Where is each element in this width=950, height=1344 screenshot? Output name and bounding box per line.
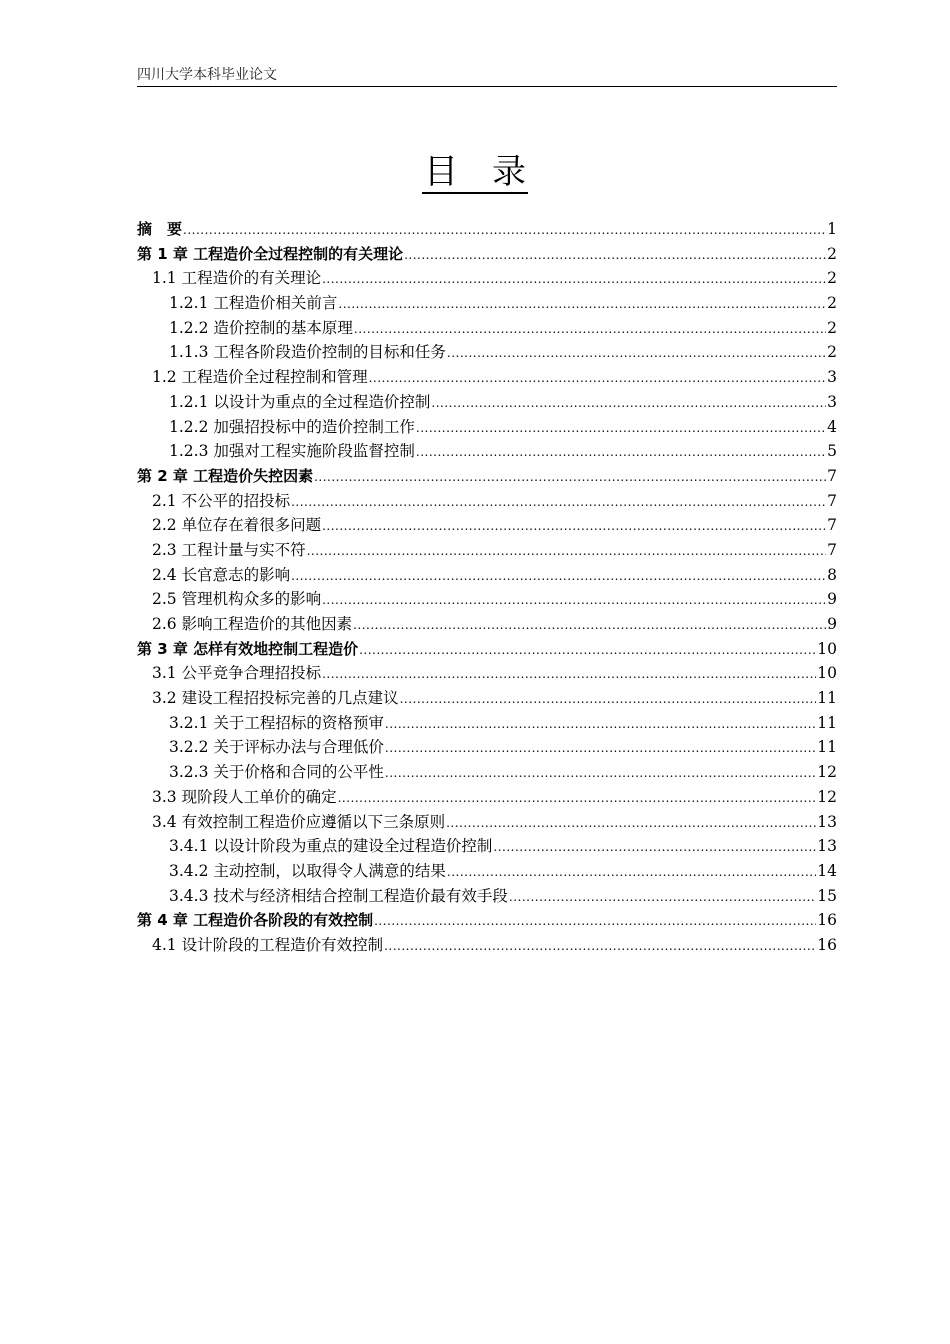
- toc-dot-leader: [338, 786, 817, 811]
- toc-page-number: 7: [827, 466, 837, 485]
- toc-page-number: 16: [817, 911, 837, 930]
- toc-page-number: 2: [827, 244, 837, 263]
- toc-dot-leader: [291, 564, 826, 589]
- toc-dot-leader: [416, 440, 826, 465]
- toc-page-number: 13: [817, 812, 837, 831]
- toc-page-number: 11: [817, 689, 837, 708]
- toc-entry[interactable]: [137, 785, 837, 810]
- toc-dot-leader: [338, 292, 826, 317]
- toc-entry-text: 1.2 工程造价全过程控制和管理: [152, 368, 368, 387]
- toc-dot-leader: [354, 317, 826, 342]
- toc-dot-leader: [404, 243, 826, 268]
- toc-entry-text: 2.5 管理机构众多的影响: [152, 590, 322, 609]
- toc-page-number: 7: [827, 516, 837, 535]
- toc-entry-text: 3.2.2 关于评标办法与合理低价: [169, 738, 384, 757]
- toc-entry-text: 3.2 建设工程招投标完善的几点建议: [152, 689, 399, 708]
- toc-page-number: 9: [827, 615, 837, 633]
- toc-entry-text: 1.1.3 工程各阶段造价控制的目标和任务: [169, 343, 446, 362]
- toc-entry-text: 1.2.3 加强对工程实施阶段监督控制: [169, 442, 415, 461]
- toc-page-number: 14: [817, 861, 837, 880]
- toc-entry[interactable]: [137, 415, 837, 440]
- toc-dot-leader: [322, 514, 826, 539]
- toc-page-number: 8: [827, 565, 837, 584]
- toc-entry[interactable]: [137, 291, 837, 316]
- table-of-contents: [137, 217, 837, 958]
- toc-page-number: 9: [827, 590, 837, 609]
- toc-dot-leader: [416, 416, 826, 441]
- toc-dot-leader: [385, 761, 816, 786]
- toc-dot-leader: [374, 909, 816, 934]
- toc-entry-text: 2.1 不公平的招投标: [152, 491, 291, 510]
- toc-dot-leader: [385, 736, 816, 761]
- toc-page-number: 10: [817, 664, 837, 683]
- toc-entry-text: 3.4.1 以设计阶段为重点的建设全过程造价控制: [169, 837, 493, 856]
- toc-entry[interactable]: [137, 390, 837, 415]
- toc-entry[interactable]: [137, 661, 837, 686]
- toc-entry-text: 第 1 章 工程造价全过程控制的有关理论: [137, 244, 404, 263]
- toc-page-number: 12: [817, 787, 837, 806]
- toc-page-number: 16: [817, 935, 837, 954]
- toc-dot-leader: [447, 341, 826, 366]
- toc-page-number: 3: [827, 392, 837, 411]
- toc-entry[interactable]: [137, 439, 837, 464]
- toc-title: 目 录: [424, 152, 526, 192]
- toc-entry[interactable]: [137, 242, 837, 267]
- toc-dot-leader: [314, 465, 826, 490]
- toc-page-number: 13: [817, 837, 837, 856]
- toc-page-number: 7: [827, 491, 837, 510]
- toc-dot-leader: [509, 885, 816, 910]
- toc-entry[interactable]: [137, 711, 837, 736]
- toc-entry[interactable]: [137, 513, 837, 538]
- toc-entry[interactable]: [137, 217, 837, 242]
- toc-entry-text: 2.6 影响工程造价的其他因素: [152, 615, 353, 633]
- toc-entry[interactable]: [137, 933, 837, 958]
- toc-dot-leader: [359, 638, 816, 663]
- toc-dot-leader: [307, 539, 827, 564]
- toc-page-number: 15: [817, 886, 837, 905]
- toc-entry-text: 3.1 公平竞争合理招投标: [152, 664, 322, 683]
- toc-entry[interactable]: [137, 612, 837, 637]
- toc-entry-text: 1.2.2 加强招投标中的造价控制工作: [169, 417, 415, 436]
- toc-entry[interactable]: [137, 316, 837, 341]
- toc-page-number: 12: [817, 763, 837, 782]
- toc-entry-text: 2.3 工程计量与实不符: [152, 540, 306, 559]
- toc-entry-text: 2.2 单位存在着很多问题: [152, 516, 322, 535]
- toc-entry[interactable]: [137, 908, 837, 933]
- toc-entry[interactable]: [137, 859, 837, 884]
- toc-page-number: 2: [827, 318, 837, 337]
- toc-dot-leader: [291, 490, 826, 515]
- toc-entry[interactable]: [137, 810, 837, 835]
- toc-dot-leader: [431, 391, 826, 416]
- toc-entry-text: 第 2 章 工程造价失控因素: [137, 466, 314, 485]
- toc-dot-leader: [385, 712, 816, 737]
- toc-entry[interactable]: [137, 365, 837, 390]
- toc-page-number: 11: [817, 713, 837, 732]
- toc-entry[interactable]: [137, 340, 837, 365]
- toc-page-number: 4: [827, 417, 837, 436]
- toc-dot-leader: [384, 934, 816, 959]
- toc-dot-leader: [493, 835, 816, 860]
- toc-title-container: [0, 150, 950, 194]
- toc-page-number: 3: [827, 368, 837, 387]
- toc-entry[interactable]: [137, 563, 837, 588]
- toc-page-number: 1: [827, 220, 837, 238]
- toc-entry[interactable]: [137, 834, 837, 859]
- toc-entry-text: 4.1 设计阶段的工程造价有效控制: [152, 935, 384, 954]
- toc-entry-text: 3.2.3 关于价格和合同的公平性: [169, 763, 384, 782]
- toc-page-number: 7: [827, 540, 837, 559]
- toc-entry[interactable]: [137, 266, 837, 291]
- toc-entry[interactable]: [137, 587, 837, 612]
- toc-dot-leader: [322, 662, 816, 687]
- toc-page-number: 11: [817, 738, 837, 757]
- toc-entry-text: 1.2.1 以设计为重点的全过程造价控制: [169, 392, 431, 411]
- toc-entry[interactable]: [137, 760, 837, 785]
- page-header: 四川大学本科毕业论文: [137, 66, 837, 87]
- toc-entry-text: 3.4.3 技术与经济相结合控制工程造价最有效手段: [169, 886, 508, 905]
- toc-entry-text: 第 4 章 工程造价各阶段的有效控制: [137, 911, 374, 930]
- toc-dot-leader: [322, 588, 826, 613]
- toc-page-number: 10: [817, 639, 837, 658]
- toc-entry-text: 3.4.2 主动控制，以取得令人满意的结果: [169, 861, 446, 880]
- toc-entry-text: 摘 要: [137, 220, 183, 238]
- toc-entry-text: 1.1 工程造价的有关理论: [152, 269, 322, 288]
- toc-entry[interactable]: [137, 464, 837, 489]
- toc-entry-text: 2.4 长官意志的影响: [152, 565, 291, 584]
- toc-entry[interactable]: [137, 884, 837, 909]
- toc-page-number: 2: [827, 343, 837, 362]
- toc-entry-text: 3.2.1 关于工程招标的资格预审: [169, 713, 384, 732]
- toc-dot-leader: [183, 218, 826, 243]
- toc-entry-text: 1.2.1 工程造价相关前言: [169, 294, 338, 313]
- toc-page-number: 5: [827, 442, 837, 461]
- toc-entry[interactable]: [137, 538, 837, 563]
- toc-entry-text: 1.2.2 造价控制的基本原理: [169, 318, 353, 337]
- toc-dot-leader: [400, 687, 817, 712]
- toc-entry[interactable]: [137, 489, 837, 514]
- toc-dot-leader: [446, 811, 816, 836]
- toc-page-number: 2: [827, 294, 837, 313]
- toc-entry[interactable]: [137, 637, 837, 662]
- toc-entry[interactable]: [137, 735, 837, 760]
- toc-entry-text: 第 3 章 怎样有效地控制工程造价: [137, 639, 359, 658]
- toc-dot-leader: [322, 267, 826, 292]
- toc-entry-text: 3.3 现阶段人工单价的确定: [152, 787, 337, 806]
- toc-dot-leader: [369, 366, 827, 391]
- toc-page-number: 2: [827, 269, 837, 288]
- toc-entry-text: 3.4 有效控制工程造价应遵循以下三条原则: [152, 812, 446, 831]
- toc-dot-leader: [447, 860, 816, 885]
- toc-entry[interactable]: [137, 686, 837, 711]
- toc-dot-leader: [353, 613, 826, 638]
